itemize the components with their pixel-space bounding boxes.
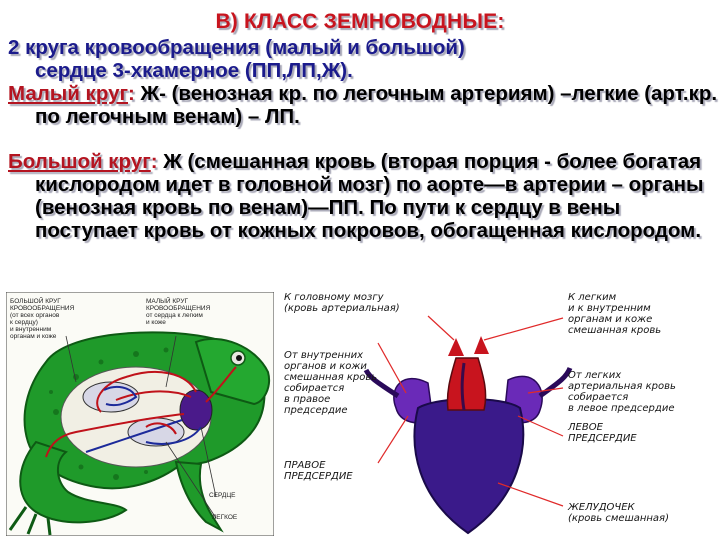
big-circle-text: Ж (смешанная кровь (вторая порция - более богатая кислородом идет в головной мозг) по аорте—в артерии – органы (венозная кровь по венам)—ПП. По пути к сердцу в вены поступает кровь от кожных покровов, обогащенная кислородом. bbox=[35, 150, 704, 242]
big-circle-colon: : bbox=[150, 150, 158, 173]
intro-paragraph bbox=[8, 36, 720, 82]
heart-label-ventricle: ЖЕЛУДОЧЕК (кровь смешанная) bbox=[568, 502, 669, 524]
intro-line-1: 2 круга кровообращения (малый и большой) bbox=[8, 36, 465, 59]
heart-label-to-brain: К головному мозгу (кровь артериальная) bbox=[284, 292, 400, 314]
small-circle-term: Малый круг bbox=[8, 82, 129, 105]
heart-label-left-atrium: ЛЕВОЕ ПРЕДСЕРДИЕ bbox=[568, 422, 637, 444]
frog-label-big-circle: БОЛЬШОЙ КРУГ КРОВООБРАЩЕНИЯ (от всех органов к сердцу) и внутренним органам и коже bbox=[10, 298, 75, 340]
intro-line-2: сердце 3-хкамерное (ПП,ЛП,Ж). bbox=[35, 59, 353, 82]
small-circle-colon: : bbox=[128, 82, 135, 105]
heart-label-right-atrium: ПРАВОЕ ПРЕДСЕРДИЕ bbox=[284, 460, 353, 482]
heart-label-from-lungs: От легких артериальная кровь собирается в левое предсердие bbox=[568, 370, 676, 414]
frog-label-heart: СЕРДЦЕ bbox=[209, 492, 236, 499]
frog-circulation-diagram bbox=[6, 292, 274, 536]
heart-diagram bbox=[278, 288, 718, 540]
small-circle-text: Ж- (венозная кр. по легочным артериям) –легкие (арт.кр. по легочным венам) – ЛП. bbox=[35, 82, 718, 128]
frog-label-lungs: ЛЕГКОЕ bbox=[212, 514, 238, 521]
slide-title: В) КЛАСС ЗЕМНОВОДНЫЕ: bbox=[215, 10, 505, 33]
frog-label-small-circle: МАЛЫЙ КРУГ КРОВООБРАЩЕНИЯ от сердца к легким и коже bbox=[146, 298, 211, 326]
small-circle-paragraph bbox=[8, 82, 720, 128]
heart-label-from-organs: От внутренних органов и кожи смешанная кровь собирается в правое предсердие bbox=[284, 350, 378, 416]
big-circle-paragraph bbox=[8, 150, 720, 242]
big-circle-term: Большой круг bbox=[8, 150, 151, 173]
heart-label-to-lungs: К легким и к внутренним органам и коже смешанная кровь bbox=[568, 292, 662, 336]
